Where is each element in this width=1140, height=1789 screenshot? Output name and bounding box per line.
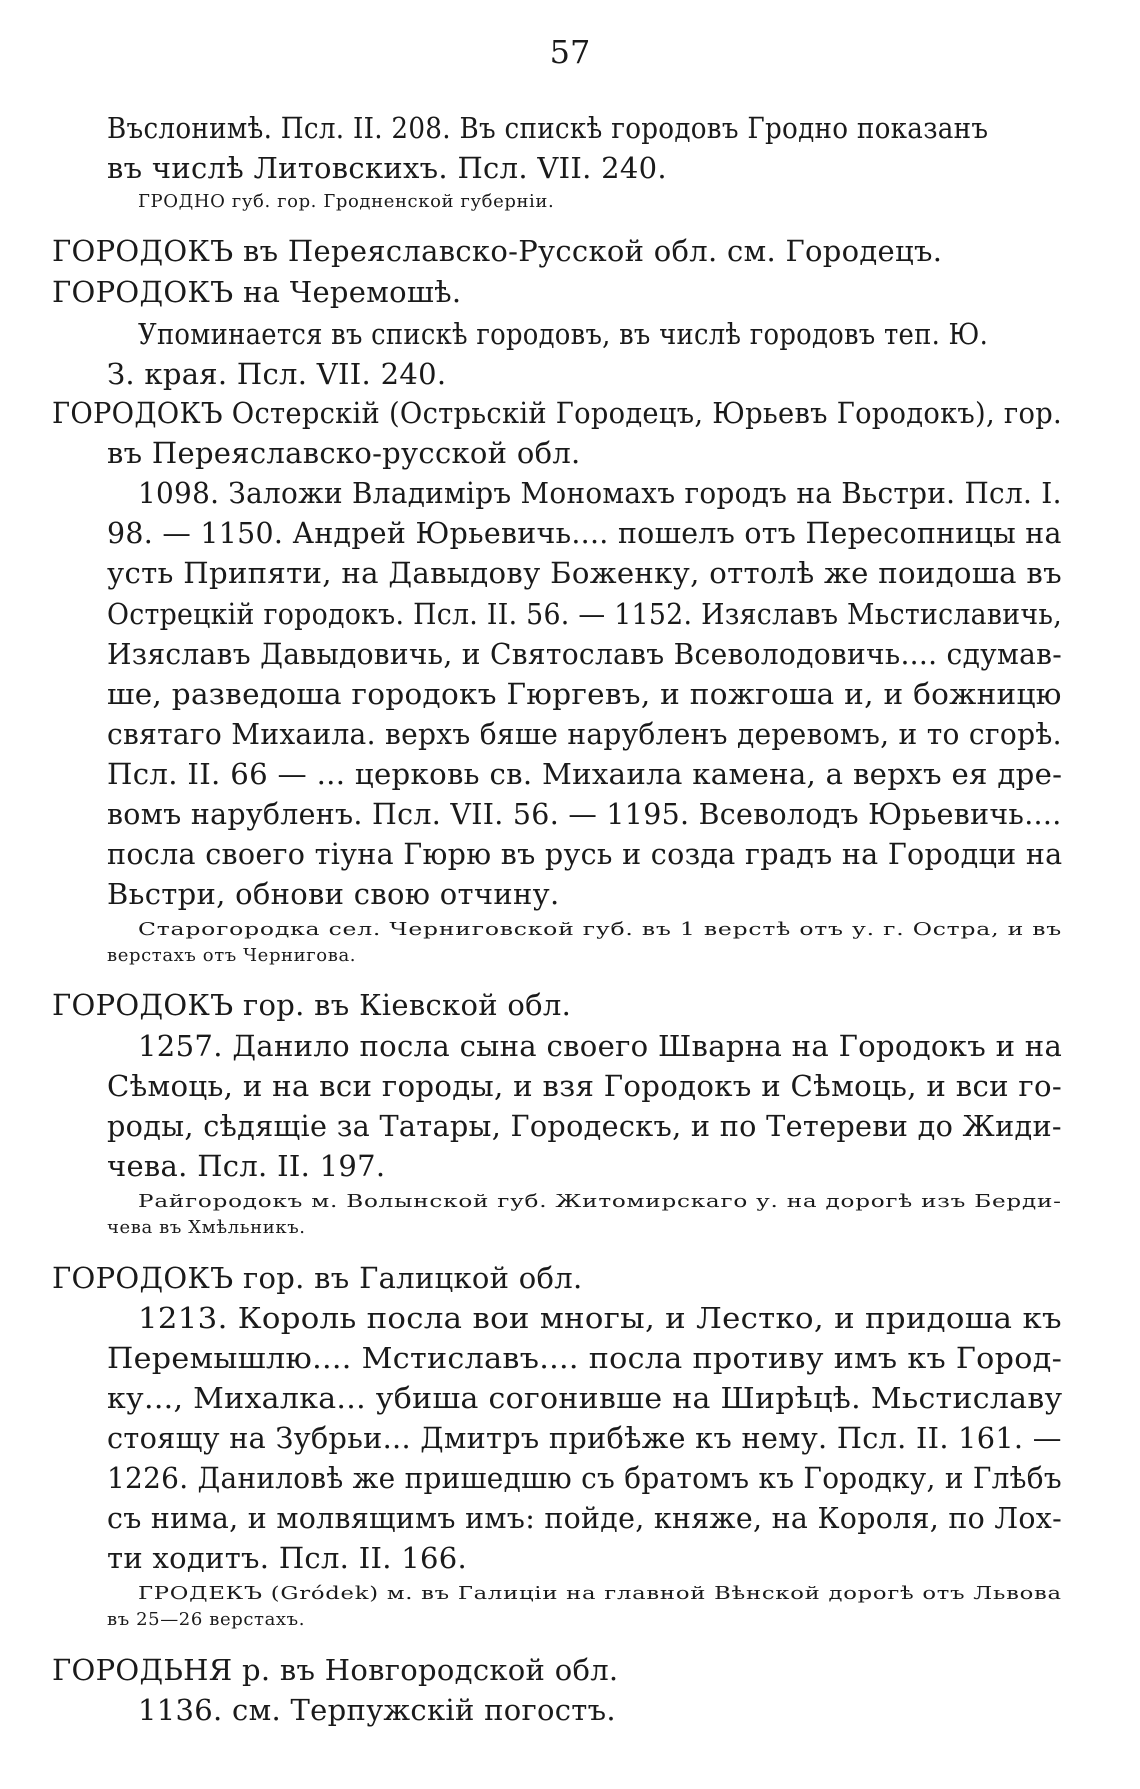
text-line: стоящу на Зубрьи... Дмитръ прибѣже къ нему. Псл. II. 161. — [107,1421,1062,1455]
text-line: 1098. Заложи Владиміръ Мономахъ городъ на Вьстри. Псл. I. [138,476,1062,510]
text-line: Въслонимѣ. Псл. II. 208. Въ спискѣ городовъ Гродно показанъ [107,111,989,145]
page-number: 57 [549,33,591,71]
text-line: въ числѣ Литовскихъ. Псл. VII. 240. [107,151,667,185]
text-line: посла своего тіуна Гюрю въ русь и созда градъ на Городци на [107,837,1063,871]
note-line: верстахъ отъ Чернигова. [107,945,357,966]
text-line: съ нима, и молвящимъ имъ: пойде, княже, на Короля, по Лох- [107,1501,1063,1535]
entry-heading-line: ГОРОДОКЪ въ Переяславско-Русской обл. см. Городецъ. [52,234,943,268]
text-line: Упоминается въ спискѣ городовъ, въ числѣ городовъ теп. Ю. [138,317,989,351]
text-line: 1226. Даниловѣ же пришедшю съ братомъ къ Городку, и Глѣбъ [107,1461,1062,1495]
text-line: Вьстри, обнови свою отчину. [107,877,560,911]
text-line: чева. Псл. II. 197. [107,1149,386,1183]
text-line: 1257. Данило посла сына своего Шварна на Городокъ и на [138,1029,1063,1063]
note-line: Старогородка сел. Черниговской губ. въ 1 верстѣ отъ у. г. Остра, и въ [138,919,1062,940]
text-line: ку..., Михалка... убиша согонивше на Ширѣцѣ. Мьстиславу [107,1381,1063,1415]
text-line: роды, сѣдящіе за Татары, Городескъ, и по Тетереви до Жиди- [107,1109,1062,1143]
text-line: 98. — 1150. Андрей Юрьевичь.... пошелъ отъ Пересопницы на [107,516,1062,550]
note-line: ГРОДНО губ. гор. Гродненской губерніи. [138,191,555,212]
text-line: Сѣмоць, и на вси городы, и взя Городокъ и Сѣмоць, и вси го- [107,1069,1063,1103]
text-line: усть Припяти, на Давыдову Боженку, оттолѣ же поидоша въ [107,556,1062,590]
text-line: Перемышлю.... Мстиславъ.... посла противу имъ къ Город- [107,1341,1063,1375]
entry-heading-line: ГОРОДОКЪ на Черемошѣ. [52,275,462,309]
text-line: ти ходитъ. Псл. II. 166. [107,1541,468,1575]
note-line: Райгородокъ м. Волынской губ. Житомирскаго у. на дорогѣ изъ Берди- [138,1191,1062,1212]
text-line: въ Переяславско-русской обл. [107,436,581,470]
text-line: 1213. Король посла вои многы, и Лестко, и придоша къ [138,1301,1062,1335]
entry-heading-line: ГОРОДОКЪ гор. въ Кіевской обл. [52,988,572,1022]
entry-heading-line: ГОРОДОКЪ гор. въ Галицкой обл. [52,1261,583,1295]
text-line: ше, разведоша городокъ Гюргевъ, и пожгоша и, и божницю [107,677,1062,711]
text-line: Изяславъ Давыдовичь, и Святославъ Всеволодовичь.... сдумав- [107,637,1063,671]
text-line: 1136. см. Терпужскій погостъ. [138,1693,616,1727]
entry-heading-line: ГОРОДЬНЯ р. въ Новгородской обл. [52,1653,619,1687]
text-line: святаго Михаила. верхъ бяше нарубленъ деревомъ, и то сгорѣ. [107,717,1062,751]
note-line: въ 25—26 верстахъ. [107,1609,306,1630]
text-line: Острецкій городокъ. Псл. II. 56. — 1152. Изяславъ Мьстиславичь, [107,597,1063,631]
text-line: Псл. II. 66 — ... церковь св. Михаила камена, а верхъ ея дре- [107,757,1063,791]
note-line: чева въ Хмѣльникъ. [107,1217,306,1238]
text-line: вомъ нарубленъ. Псл. VII. 56. — 1195. Всеволодъ Юрьевичь.... [107,797,1062,831]
note-line: ГРОДЕКЪ (Gródek) м. въ Галиціи на главной Вѣнской дорогѣ отъ Львова [138,1583,1062,1604]
text-line: З. края. Псл. VII. 240. [107,357,447,391]
entry-heading-line: ГОРОДОКЪ Остерскій (Острьскій Городецъ, Юрьевъ Городокъ), гор. [52,396,1062,430]
